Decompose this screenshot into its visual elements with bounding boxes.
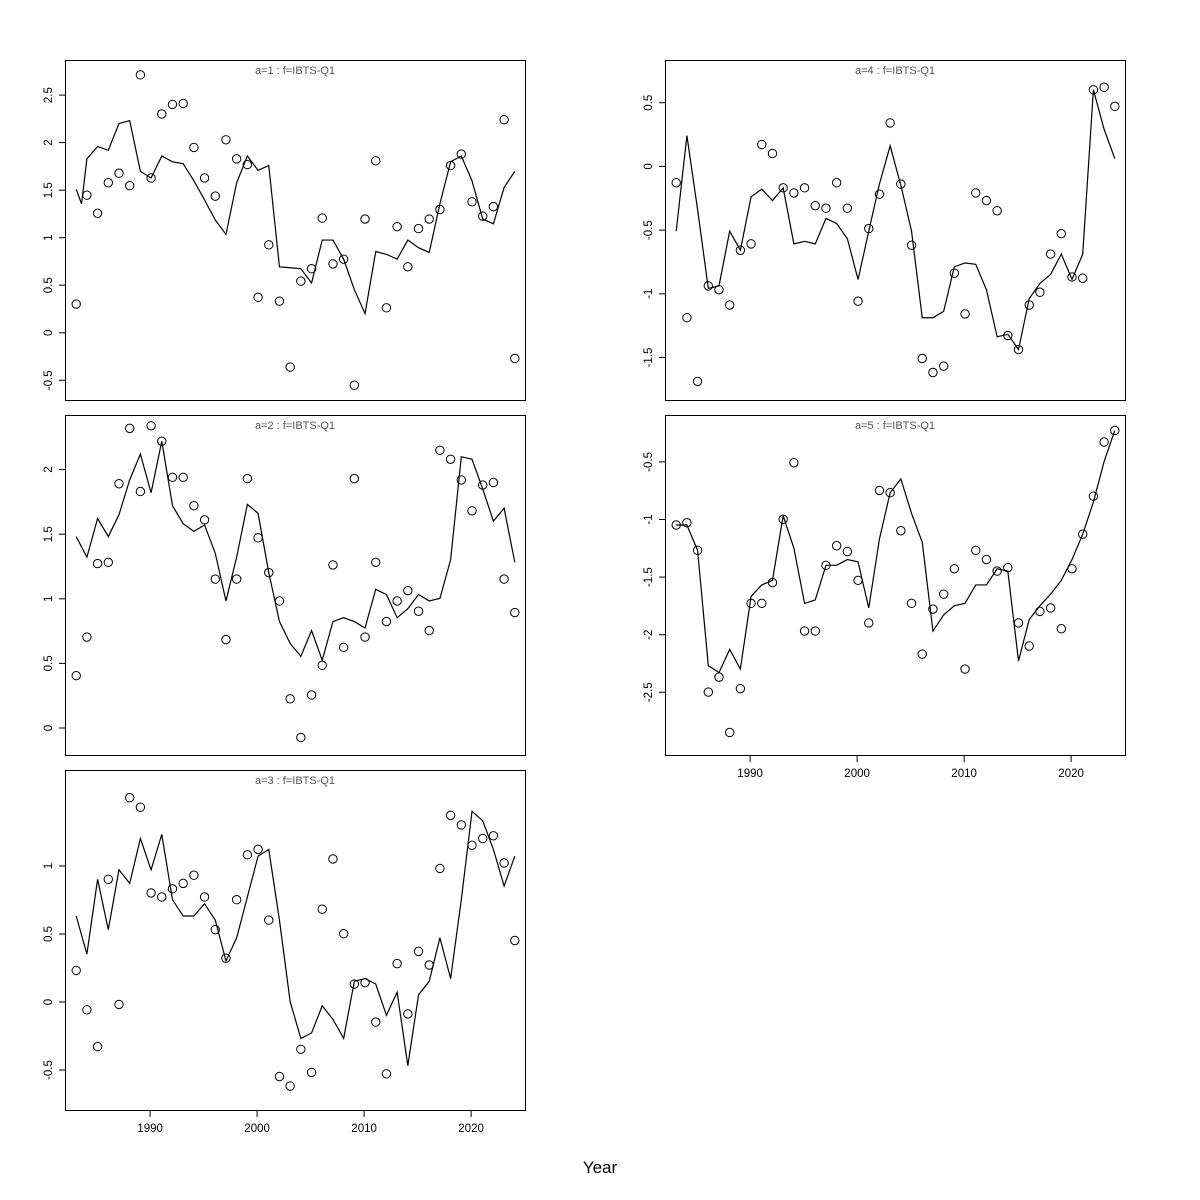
data-point <box>307 1068 315 1076</box>
y-tick-label: -0.5 <box>43 1060 55 1080</box>
data-point <box>329 855 337 863</box>
data-point <box>939 362 947 370</box>
data-point <box>918 354 926 362</box>
data-point <box>918 650 926 658</box>
data-point <box>350 474 358 482</box>
data-layer-a4 <box>672 83 1119 386</box>
x-tick-label: 2010 <box>951 768 977 780</box>
data-point <box>254 534 262 542</box>
x-tick-label: 1990 <box>137 1123 163 1135</box>
chart-panel-a3 <box>0 750 560 1165</box>
data-point <box>147 889 155 897</box>
data-point <box>93 209 101 217</box>
data-point <box>500 859 508 867</box>
y-tick-label: 0.5 <box>43 277 55 294</box>
y-tick-label: -0.5 <box>643 451 655 472</box>
data-point <box>104 179 112 187</box>
chart-svg-a4 <box>600 40 1160 420</box>
fitted-line <box>76 441 515 660</box>
y-tick-label: 0 <box>43 329 55 337</box>
data-point <box>125 181 133 189</box>
data-point <box>758 599 766 607</box>
y-tick-label: 0.5 <box>643 94 655 111</box>
data-point <box>1079 274 1087 282</box>
data-point <box>822 204 830 212</box>
data-point <box>200 516 208 524</box>
data-point <box>468 198 476 206</box>
data-point <box>950 269 958 277</box>
x-tick-label: 2000 <box>844 768 870 780</box>
x-tick-label: 2000 <box>244 1123 270 1135</box>
data-point <box>489 478 497 486</box>
data-point <box>446 811 454 819</box>
data-point <box>104 875 112 883</box>
y-tick-label: -1.5 <box>643 567 655 588</box>
x-tick-label: 2020 <box>1058 768 1084 780</box>
data-point <box>179 473 187 481</box>
y-axis-a2 <box>43 466 65 731</box>
data-point <box>232 896 240 904</box>
data-point <box>811 627 819 635</box>
data-point <box>897 527 905 535</box>
y-tick-label: 2 <box>43 466 55 473</box>
data-point <box>511 936 519 944</box>
data-point <box>393 597 401 605</box>
data-point <box>972 546 980 554</box>
data-point <box>222 635 230 643</box>
y-tick-label: -2.5 <box>643 682 655 703</box>
data-point <box>725 728 733 736</box>
data-point <box>747 240 755 248</box>
data-point <box>768 149 776 157</box>
data-point <box>329 561 337 569</box>
data-point <box>1100 438 1108 446</box>
data-point <box>372 157 380 165</box>
data-point <box>854 576 862 584</box>
data-point <box>843 204 851 212</box>
data-point <box>1089 492 1097 500</box>
data-point <box>372 558 380 566</box>
data-point <box>832 179 840 187</box>
data-point <box>854 297 862 305</box>
data-point <box>297 277 305 285</box>
data-point <box>200 893 208 901</box>
data-point <box>790 459 798 467</box>
data-point <box>736 684 744 692</box>
data-point <box>961 665 969 673</box>
chart-svg-a2 <box>0 395 560 775</box>
data-point <box>672 179 680 187</box>
data-point <box>1046 604 1054 612</box>
data-point <box>179 879 187 887</box>
data-point <box>1025 301 1033 309</box>
data-point <box>725 301 733 309</box>
data-point <box>972 189 980 197</box>
data-point <box>168 885 176 893</box>
panel-title-a1: a=1 : f=IBTS-Q1 <box>254 65 336 77</box>
data-point <box>811 201 819 209</box>
data-point <box>158 893 166 901</box>
data-point <box>500 116 508 124</box>
data-point <box>72 966 80 974</box>
fitted-line <box>676 430 1115 672</box>
data-point <box>939 590 947 598</box>
y-tick-label: -2 <box>643 629 655 640</box>
data-point <box>489 202 497 210</box>
data-point <box>265 241 273 249</box>
data-point <box>254 293 262 301</box>
data-point <box>800 184 808 192</box>
y-tick-label: 2.5 <box>43 87 55 104</box>
data-point <box>393 959 401 967</box>
y-tick-label: 1 <box>43 595 55 603</box>
data-point <box>393 222 401 230</box>
data-point <box>125 424 133 432</box>
data-point <box>83 633 91 641</box>
data-point <box>950 565 958 573</box>
y-tick-label: 0.5 <box>43 655 55 672</box>
data-point <box>436 446 444 454</box>
data-point <box>329 260 337 268</box>
data-point <box>875 486 883 494</box>
y-axis-a5 <box>643 452 665 702</box>
y-axis-a4 <box>643 95 665 368</box>
data-point <box>1100 83 1108 91</box>
data-point <box>715 673 723 681</box>
data-point <box>372 1018 380 1026</box>
data-point <box>83 191 91 199</box>
data-point <box>339 643 347 651</box>
data-point <box>83 1006 91 1014</box>
fitted-line <box>676 90 1115 350</box>
data-point <box>286 695 294 703</box>
data-point <box>232 155 240 163</box>
data-point <box>468 841 476 849</box>
data-point <box>382 617 390 625</box>
data-point <box>404 586 412 594</box>
x-axis-a3 <box>137 1111 484 1135</box>
data-point <box>190 871 198 879</box>
data-point <box>115 480 123 488</box>
y-tick-label: 1 <box>43 234 55 241</box>
data-point <box>382 1070 390 1078</box>
panel-title-a2: a=2 : f=IBTS-Q1 <box>254 420 336 432</box>
data-point <box>168 473 176 481</box>
data-point <box>190 501 198 509</box>
data-point <box>1057 625 1065 633</box>
data-point <box>865 619 873 627</box>
data-point <box>382 304 390 312</box>
data-point <box>93 1042 101 1050</box>
y-tick-label: 0 <box>43 998 55 1006</box>
data-point <box>414 947 422 955</box>
data-point <box>190 143 198 151</box>
panel-title-a3: a=3 : f=IBTS-Q1 <box>254 775 336 787</box>
data-point <box>104 558 112 566</box>
data-point <box>72 671 80 679</box>
chart-svg-a1 <box>0 40 560 420</box>
y-tick-label: 1 <box>43 862 55 870</box>
x-tick-label: 2010 <box>351 1123 377 1135</box>
data-point <box>446 455 454 463</box>
data-point <box>961 310 969 318</box>
y-tick-label: -0.5 <box>643 220 655 241</box>
data-point <box>693 377 701 385</box>
data-point <box>982 196 990 204</box>
chart-svg-a5 <box>600 395 1160 810</box>
data-layer-a3 <box>72 794 519 1091</box>
data-point <box>200 174 208 182</box>
y-tick-label: -1 <box>643 288 655 299</box>
panel-title-a5: a=5 : f=IBTS-Q1 <box>854 420 936 432</box>
data-point <box>93 559 101 567</box>
data-point <box>1046 250 1054 258</box>
y-tick-label: 1.5 <box>43 182 55 199</box>
data-point <box>286 363 294 371</box>
data-point <box>993 207 1001 215</box>
data-point <box>168 100 176 108</box>
data-point <box>275 1072 283 1080</box>
data-point <box>125 794 133 802</box>
data-layer-a1 <box>72 71 519 390</box>
data-point <box>479 834 487 842</box>
y-tick-label: 0 <box>43 724 55 732</box>
fitted-line <box>76 811 515 1065</box>
data-point <box>232 575 240 583</box>
data-point <box>425 215 433 223</box>
data-point <box>115 169 123 177</box>
data-point <box>275 297 283 305</box>
data-point <box>500 575 508 583</box>
data-point <box>136 71 144 79</box>
data-point <box>1025 642 1033 650</box>
data-point <box>147 422 155 430</box>
chart-panel-a1 <box>0 40 560 420</box>
y-tick-label: 0.5 <box>43 926 55 942</box>
data-point <box>1036 288 1044 296</box>
data-point <box>179 99 187 107</box>
data-point <box>907 241 915 249</box>
data-layer-a5 <box>672 426 1119 736</box>
data-point <box>468 507 476 515</box>
data-point <box>843 547 851 555</box>
data-point <box>1111 426 1119 434</box>
data-point <box>211 192 219 200</box>
data-point <box>297 733 305 741</box>
data-point <box>1111 102 1119 110</box>
data-layer-a2 <box>72 422 519 742</box>
data-point <box>414 607 422 615</box>
data-point <box>683 314 691 322</box>
data-point <box>511 354 519 362</box>
data-point <box>158 110 166 118</box>
panel-title-a4: a=4 : f=IBTS-Q1 <box>854 65 936 77</box>
data-point <box>832 542 840 550</box>
data-point <box>275 597 283 605</box>
data-point <box>414 224 422 232</box>
data-point <box>982 555 990 563</box>
data-point <box>457 821 465 829</box>
data-point <box>297 1045 305 1053</box>
data-point <box>350 381 358 389</box>
y-axis-a3 <box>43 863 65 1080</box>
data-point <box>72 300 80 308</box>
data-point <box>800 627 808 635</box>
data-point <box>436 864 444 872</box>
data-point <box>286 1082 294 1090</box>
x-axis-a5 <box>737 756 1084 780</box>
data-point <box>265 916 273 924</box>
data-point <box>307 691 315 699</box>
data-point <box>425 626 433 634</box>
data-point <box>758 140 766 148</box>
chart-svg-a3 <box>0 750 560 1165</box>
y-tick-label: 1.5 <box>43 526 55 543</box>
data-point <box>243 474 251 482</box>
data-point <box>1014 619 1022 627</box>
chart-panel-a5 <box>600 395 1160 810</box>
y-tick-label: -0.5 <box>43 370 55 391</box>
fitted-line <box>76 121 515 314</box>
data-point <box>361 215 369 223</box>
data-point <box>318 214 326 222</box>
y-tick-label: -1.5 <box>643 347 655 368</box>
y-tick-label: 0 <box>643 163 655 170</box>
data-point <box>136 487 144 495</box>
data-point <box>404 1010 412 1018</box>
data-point <box>318 661 326 669</box>
data-point <box>243 851 251 859</box>
y-axis-a1 <box>43 87 65 390</box>
data-point <box>790 189 798 197</box>
data-point <box>907 599 915 607</box>
y-tick-label: -1 <box>643 514 655 525</box>
x-tick-label: 1990 <box>737 768 763 780</box>
data-point <box>886 119 894 127</box>
data-point <box>704 688 712 696</box>
x-tick-label: 2020 <box>458 1123 484 1135</box>
data-point <box>1057 229 1065 237</box>
data-point <box>361 633 369 641</box>
data-point <box>511 608 519 616</box>
data-point <box>404 263 412 271</box>
chart-panel-a2 <box>0 395 560 775</box>
data-point <box>929 368 937 376</box>
data-point <box>115 1000 123 1008</box>
chart-panel-a4 <box>600 40 1160 420</box>
data-point <box>211 575 219 583</box>
data-point <box>222 136 230 144</box>
data-point <box>339 930 347 938</box>
y-tick-label: 2 <box>43 139 55 146</box>
data-point <box>254 845 262 853</box>
data-point <box>318 905 326 913</box>
data-point <box>136 803 144 811</box>
x-axis-label: Year <box>582 1158 618 1177</box>
data-point <box>489 832 497 840</box>
